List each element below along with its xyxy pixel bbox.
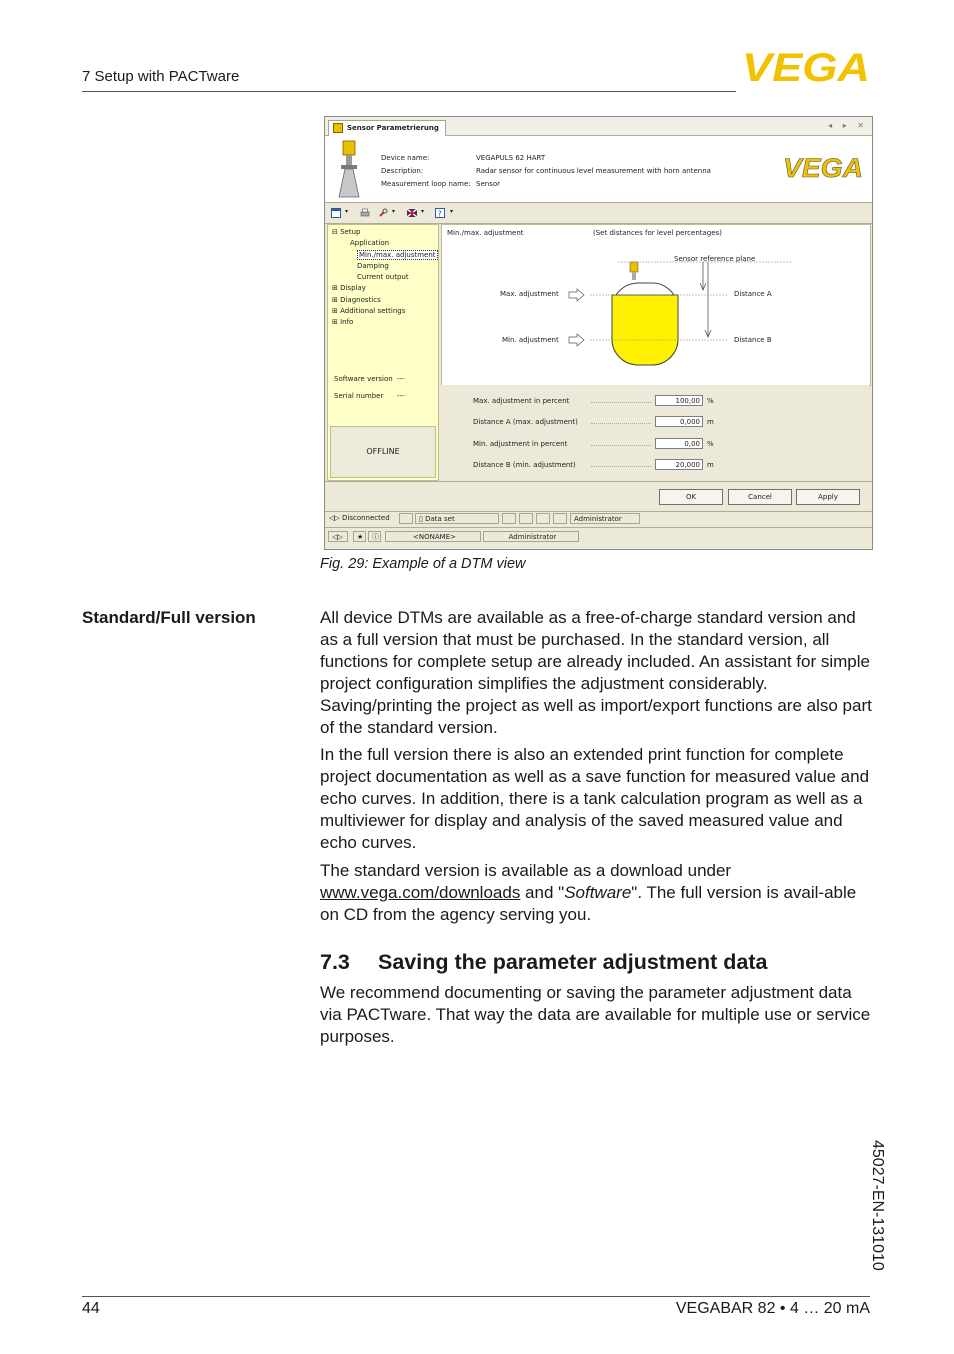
min-percent-input[interactable]: 0,00 <box>655 438 703 449</box>
dotted-leader <box>591 423 651 424</box>
disconnected-icon: ◁▷ <box>329 514 342 522</box>
status-cell <box>553 513 567 524</box>
paragraph-full-version: In the full version there is also an extended print function for complete project documentation as well as a save function for measured value and echo curves. In addition, there is a tank calculation program as well as a multiviewer for display and analysis of the saved measured value and echo curves. <box>320 745 870 852</box>
tank-fill <box>612 295 678 365</box>
loop-name-label: Measurement loop name: <box>381 180 471 188</box>
status-cell <box>399 513 413 524</box>
figure-caption: Fig. 29: Example of a DTM view <box>320 556 526 572</box>
distance-b-input[interactable]: 20,000 <box>655 459 703 470</box>
diagram-hint: (Set distances for level percentages) <box>593 229 722 237</box>
side-heading: Standard/Full version <box>82 608 256 627</box>
star-icon[interactable]: ★ <box>353 531 366 542</box>
dtm-tab[interactable] <box>328 120 446 136</box>
description-value: Radar sensor for continuous level measurement with horn antenna <box>476 167 711 175</box>
expand-icon: ⊞ <box>332 284 341 292</box>
device-info-panel <box>325 136 872 203</box>
status-bar <box>325 511 872 526</box>
param-unit: % <box>707 397 714 405</box>
tree-item-display[interactable]: ⊞ Display <box>332 284 366 292</box>
expand-icon: ⊞ <box>332 296 341 304</box>
chevron-down-icon[interactable]: ▾ <box>421 208 425 215</box>
chevron-down-icon[interactable]: ▾ <box>345 208 349 215</box>
serial-number-label: Serial number <box>334 392 384 400</box>
adjustment-diagram-panel <box>441 224 871 386</box>
expand-icon: ⊞ <box>332 318 341 326</box>
min-adjustment-label: Min. adjustment <box>502 336 559 344</box>
software-version-value: --- <box>397 375 405 383</box>
tree-item-setup[interactable]: ⊟ Setup <box>332 228 361 236</box>
wrench-icon[interactable] <box>378 208 388 218</box>
vega-logo-text: VEGA <box>742 50 870 84</box>
collapse-icon: ⊟ <box>332 228 341 236</box>
paragraph-download: The standard version is available as a download under www.vega.com/downloads and "Software". The full version is avail-able on CD from the agency serving you. <box>320 861 857 924</box>
distance-a-label: Distance A <box>734 290 772 298</box>
tree-item-diagnostics[interactable]: ⊞ Diagnostics <box>332 296 381 304</box>
dotted-leader <box>591 402 651 403</box>
device-name-value: VEGAPULS 62 HART <box>476 154 546 162</box>
device-name-label: Device name: <box>381 154 430 162</box>
reference-plane-label: Sensor reference plane <box>674 255 756 263</box>
dtm-vega-logo <box>783 154 865 180</box>
cancel-button[interactable]: Cancel <box>728 489 792 505</box>
document-number: 45027-EN-131010 <box>869 1140 886 1271</box>
tree-item-damping[interactable]: Damping <box>357 262 389 270</box>
dtm-vega-logo-text: VEGA <box>783 154 863 180</box>
distance-b-label: Distance B <box>734 336 772 344</box>
status-cell <box>519 513 533 524</box>
section-title: Saving the parameter adjustment data <box>378 950 768 974</box>
user-name: Administrator <box>483 531 579 542</box>
chevron-down-icon[interactable]: ▾ <box>392 208 396 215</box>
param-label: Distance A (max. adjustment) <box>473 418 578 426</box>
loop-name-value: Sensor <box>476 180 500 188</box>
connect-toggle-icon[interactable]: ◁▷ <box>328 531 348 542</box>
param-unit: m <box>707 461 714 469</box>
paragraph-saving: We recommend documenting or saving the parameter adjustment data via PACTware. That way the data are available for multiple use or service purposes. <box>320 983 871 1046</box>
max-percent-input[interactable]: 100,00 <box>655 395 703 406</box>
status-bar-lower <box>325 527 872 546</box>
sensor-icon <box>333 123 343 133</box>
tank-diagram <box>442 225 870 385</box>
serial-number-value: --- <box>397 392 405 400</box>
header-rule <box>82 91 736 92</box>
view-icon[interactable] <box>331 208 341 218</box>
offline-indicator: OFFLINE <box>330 426 436 478</box>
tree-item-info[interactable]: ⊞ Info <box>332 318 354 326</box>
tree-item-additional[interactable]: ⊞ Additional settings <box>332 307 406 315</box>
help-icon[interactable] <box>435 208 445 218</box>
product-name: VEGABAR 82 • 4 … 20 mA <box>675 1300 870 1317</box>
ok-button[interactable]: OK <box>659 489 723 505</box>
dtm-tab-title: Sensor Parametrierung <box>347 124 439 132</box>
param-unit: m <box>707 418 714 426</box>
window-controls[interactable]: ◂ ▸ ✕ <box>828 121 868 130</box>
param-unit: % <box>707 440 714 448</box>
running-header: 7 Setup with PACTware <box>82 68 240 85</box>
tree-item-minmax[interactable]: Min./max. adjustment <box>359 251 436 259</box>
dataset-icon: ▯ <box>419 515 426 523</box>
dotted-leader <box>591 466 651 467</box>
section-heading <box>320 950 768 975</box>
parameter-form <box>441 385 869 479</box>
dtm-toolbar <box>325 203 872 224</box>
radar-sensor-icon <box>333 139 363 201</box>
svg-text:?: ? <box>437 209 442 218</box>
page-number: 44 <box>82 1300 100 1317</box>
max-adjustment-label: Max. adjustment <box>500 290 559 298</box>
dtm-window <box>324 116 873 550</box>
info-icon[interactable]: ⓘ <box>368 531 381 542</box>
dataset-status: ▯ Data set <box>415 513 499 524</box>
dialog-button-row <box>325 481 872 510</box>
chevron-down-icon[interactable]: ▾ <box>450 208 454 215</box>
language-flag-icon[interactable] <box>407 208 417 218</box>
diagram-title: Min./max. adjustment <box>447 229 524 237</box>
project-name: <NONAME> <box>385 531 481 542</box>
print-icon[interactable] <box>360 208 370 218</box>
dtm-tabbar <box>325 117 872 136</box>
status-cell <box>536 513 550 524</box>
downloads-link[interactable]: www.vega.com/downloads <box>320 883 521 902</box>
section-number: 7.3 <box>320 950 350 974</box>
apply-button[interactable]: Apply <box>796 489 860 505</box>
vega-logo <box>742 50 872 84</box>
tree-item-current-output[interactable]: Current output <box>357 273 409 281</box>
status-cell <box>502 513 516 524</box>
expand-icon: ⊞ <box>332 307 341 315</box>
param-label: Distance B (min. adjustment) <box>473 461 576 469</box>
paragraph-standard-version: All device DTMs are available as a free-of-charge standard version and as a full version that must be purchased. In the standard version, all functions for complete setup are already included. An assistant for simple project configuration simplifies the adjustment considerably. Saving/printing the project as well as import/export functions are also part of the standard version. <box>320 608 872 737</box>
connection-status: ◁▷ Disconnected <box>329 514 390 522</box>
param-label: Min. adjustment in percent <box>473 440 568 448</box>
distance-a-input[interactable]: 0,000 <box>655 416 703 427</box>
footer-rule <box>82 1296 870 1297</box>
software-version-label: Software version <box>334 375 393 383</box>
param-label: Max. adjustment in percent <box>473 397 570 405</box>
dotted-leader <box>591 445 651 446</box>
tree-item-application[interactable]: Application <box>350 239 390 247</box>
user-status: Administrator <box>570 513 640 524</box>
description-label: Description: <box>381 167 424 175</box>
